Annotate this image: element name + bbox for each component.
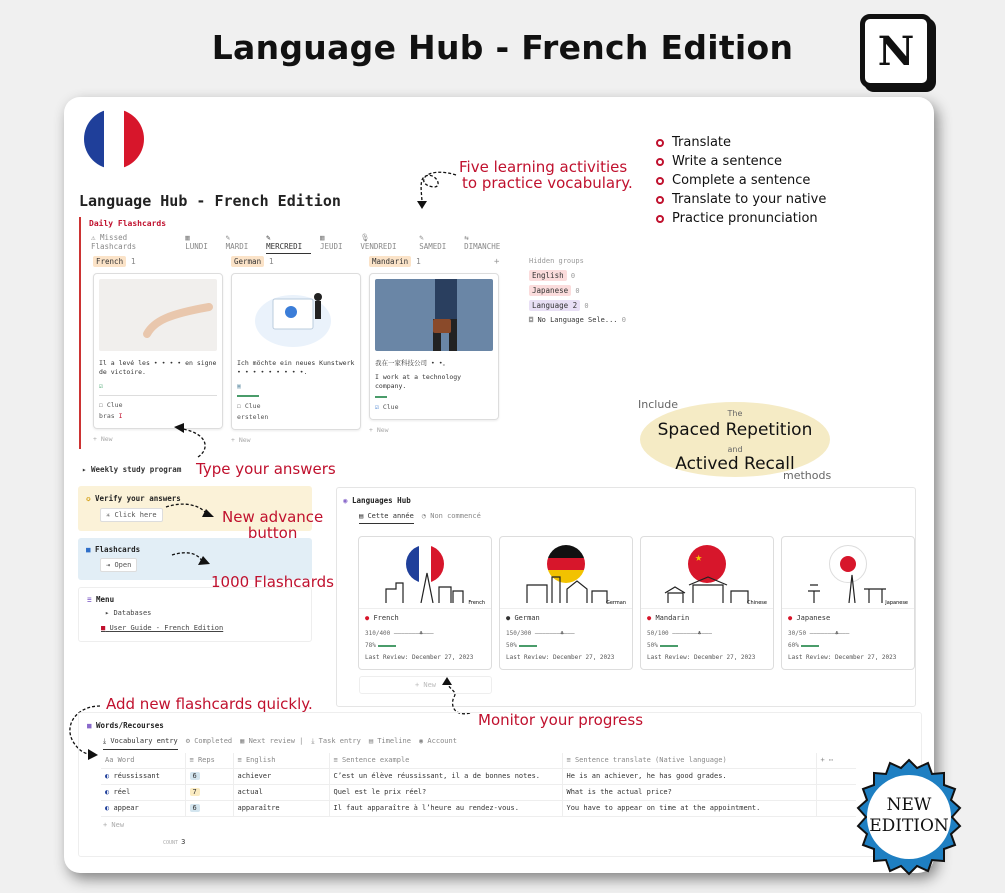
reps-badge: 7: [190, 788, 200, 796]
tab-cette-annee[interactable]: ▤ Cette année: [359, 512, 414, 524]
notion-logo: [860, 14, 932, 88]
cell-sentence: Il faut apparaître à l’heure au rendez-vous.: [329, 800, 562, 816]
check-icon: ☑: [99, 382, 103, 390]
city-caption: Japanese: [885, 600, 908, 606]
language-name-text: German: [514, 614, 540, 622]
languages-hub-title-text: Languages Hub: [352, 496, 411, 505]
image-icon: ▣: [237, 382, 241, 390]
paris-skyline-icon: [381, 571, 471, 603]
group-tag: French: [93, 256, 126, 267]
dashed-arrow-icon: [170, 551, 215, 569]
france-flag-icon: [84, 109, 144, 169]
language-name-text: Japanese: [796, 614, 831, 622]
bullet-icon: [656, 215, 664, 223]
language-percent: [788, 642, 819, 649]
click-here-button[interactable]: ✳ Click here: [100, 508, 163, 522]
flag-icon: ◐: [105, 788, 110, 796]
menu-item-user-guide[interactable]: [101, 624, 223, 632]
tab-label: MARDI: [225, 242, 249, 251]
menu-item-label: User Guide - French Edition: [109, 624, 224, 632]
flashcard-sentence: Ich möchte ein neues Kunstwerk • • • • • • • • •.: [237, 359, 355, 376]
flashcard-sentence: 我在一家科技公司 • •。: [375, 359, 450, 367]
tab-label: DIMANCHE: [464, 242, 501, 251]
count-label: COUNT: [163, 840, 179, 846]
activity-item: [656, 171, 826, 190]
cell-english: achiever: [233, 768, 329, 784]
city-caption: Chinese: [747, 600, 767, 606]
group-tag: German: [231, 256, 264, 267]
menu-title: [87, 595, 114, 604]
check-badge-icon: ✪: [86, 494, 91, 503]
language-card-japanese[interactable]: [781, 536, 915, 670]
annotation-type-answers: Type your answers: [196, 460, 336, 478]
cell-sentence: Quel est le prix réel?: [329, 784, 562, 800]
words-database: [78, 712, 922, 857]
tab-label: VENDREDI: [360, 242, 397, 251]
tab-samedi[interactable]: ✎ SAMEDI: [419, 233, 447, 251]
language-name: [365, 614, 399, 622]
guide-icon: ■: [101, 624, 106, 632]
table-row[interactable]: [101, 784, 856, 800]
tab-label: Task entry: [318, 737, 361, 745]
languages-hub: [336, 487, 916, 707]
activity-label: Write a sentence: [672, 154, 783, 169]
language-name: [647, 614, 689, 622]
text-cursor-icon: I: [118, 412, 123, 420]
spaced-repetition-label: Spaced Repetition: [657, 420, 813, 440]
answer-input[interactable]: [237, 413, 355, 421]
languages-hub-title: [343, 496, 411, 505]
col-english[interactable]: ≡ English: [233, 753, 329, 768]
beijing-skyline-icon: [663, 571, 753, 603]
city-caption: French: [468, 600, 485, 606]
language-percent: [365, 642, 396, 649]
flashcard[interactable]: [93, 273, 223, 429]
last-review: Last Review: December 27, 2023: [365, 654, 474, 661]
group-count: 0: [621, 316, 626, 324]
tab-label: Timeline: [377, 737, 411, 745]
language-card-german[interactable]: [499, 536, 633, 670]
hidden-groups: [529, 257, 626, 330]
notion-logo-letter: N: [877, 27, 915, 75]
group-tag: Mandarin: [369, 256, 411, 267]
activity-item: [656, 133, 826, 152]
words-table: [101, 753, 856, 817]
notion-page-card: [64, 97, 934, 873]
activity-item: [656, 190, 826, 209]
last-review: Last Review: December 27, 2023: [788, 654, 897, 661]
daily-tabs: [91, 233, 509, 254]
actived-recall-label: Actived Recall: [675, 454, 795, 474]
cell-translate: You have to appear on time at the appointment.: [562, 800, 816, 816]
language-progress: 30/50 ‒‒‒‒‒‒‒♣‒‒‒: [788, 630, 850, 637]
answer-text: erstelen: [237, 413, 269, 421]
globe-icon: ◉: [343, 496, 348, 505]
menu-item-label: Databases: [113, 609, 152, 617]
cell-reps: [185, 784, 233, 800]
col-label: Reps: [197, 756, 215, 765]
and-label: and: [727, 445, 743, 454]
activity-item: [656, 152, 826, 171]
cell-reps: [185, 768, 233, 784]
col-sentence[interactable]: ≡ Sentence example: [329, 753, 562, 768]
board-group-german: [231, 257, 361, 444]
count-summary: [163, 838, 185, 846]
the-label: The: [727, 409, 743, 418]
progress-line: [375, 396, 387, 398]
col-label: Sentence example: [341, 756, 410, 765]
daily-flashcards-title: Daily Flashcards: [89, 219, 167, 228]
activity-label: Complete a sentence: [672, 173, 811, 188]
annotation-new-advance: [222, 509, 323, 541]
add-card-button[interactable]: + New: [231, 436, 251, 444]
clue-checkbox[interactable]: [375, 403, 493, 411]
tab-label: Next review: [248, 737, 295, 745]
word-text: réel: [113, 788, 131, 796]
clue-label: Clue: [106, 401, 123, 409]
clue-label: Clue: [382, 403, 399, 411]
language-progress: 150/300 ‒‒‒‒‒‒‒♣‒‒‒: [506, 630, 575, 637]
words-title-text: Words/Recourses: [96, 721, 164, 730]
tab-label: Vocabulary entry: [110, 737, 178, 745]
tab-label: MERCREDI: [266, 242, 303, 251]
col-label: English: [245, 756, 276, 765]
words-tabs: [103, 737, 457, 750]
col-translate[interactable]: ≡ Sentence translate (Native language): [562, 753, 816, 768]
percent-text: 78%: [365, 642, 376, 649]
col-reps[interactable]: ≡ Reps: [185, 753, 233, 768]
progress-count: 30/50: [788, 630, 807, 637]
menu-item-databases[interactable]: ▸ Databases: [105, 609, 152, 617]
tab-lundi[interactable]: ▦ LUNDI: [185, 233, 208, 251]
badge-line: EDITION: [869, 816, 949, 836]
language-progress: 310/400 ‒‒‒‒‒‒‒♣‒‒‒: [365, 630, 434, 637]
badge-text: [850, 795, 968, 837]
flag-icon: ◐: [105, 804, 110, 812]
group-tag: Japanese: [529, 285, 571, 296]
add-card-button[interactable]: + New: [369, 426, 389, 434]
dashed-arrow-icon: [164, 499, 219, 521]
progress-bar: [660, 645, 678, 647]
progress-count: 50/100: [647, 630, 669, 637]
progress-count: 150/300: [506, 630, 532, 637]
tab-label: Missed Flashcards: [91, 233, 137, 251]
flashcards-title-text: Flashcards: [95, 545, 141, 554]
checked-box-icon: ☑: [375, 403, 379, 411]
clue-checkbox[interactable]: ☐ Clue: [237, 402, 261, 410]
percent-text: 50%: [647, 642, 658, 649]
add-column-button[interactable]: + ⋯: [816, 753, 856, 768]
language-card-image: [641, 537, 773, 609]
tab-label: Completed: [194, 737, 233, 745]
hub-tabs: [359, 512, 481, 524]
verify-title-text: Verify your answers: [95, 494, 181, 503]
progress-bar: [519, 645, 537, 647]
tab-mercredi[interactable]: ✎ MERCREDI: [266, 233, 311, 254]
presentation-image: [237, 279, 355, 351]
button-label: Open: [114, 561, 132, 569]
percent-text: 50%: [506, 642, 517, 649]
cell-word: [101, 768, 185, 784]
word-text: appear: [113, 804, 139, 812]
board-group-mandarin: [369, 257, 499, 444]
group-tag: English: [529, 270, 567, 281]
flashcards-title: [86, 545, 140, 554]
clue-checkbox[interactable]: ☐ Clue: [99, 401, 123, 409]
hand-image: [99, 279, 217, 351]
bullet-icon: [656, 196, 664, 204]
tokyo-skyline-icon: [804, 571, 894, 603]
cell-translate: He is an achiever, he has good grades.: [562, 768, 816, 784]
china-flag-icon: ★: [688, 545, 726, 583]
activity-label: Practice pronunciation: [672, 211, 818, 226]
tab-mardi[interactable]: ✎ MARDI: [225, 233, 249, 251]
language-card-image: [782, 537, 914, 609]
tab-label: JEUDI: [319, 242, 343, 251]
language-percent: [506, 642, 537, 649]
hidden-group-item[interactable]: [529, 301, 626, 310]
tab-completed[interactable]: ⚙ Completed: [185, 737, 233, 745]
percent-text: 60%: [788, 642, 799, 649]
cell-reps: [185, 800, 233, 816]
no-language-icon: ◘: [529, 316, 534, 324]
page-icon: ■: [87, 721, 92, 730]
col-label: Sentence translate (Native language): [574, 756, 727, 765]
language-card-mandarin[interactable]: [640, 536, 774, 670]
weekly-study-toggle[interactable]: ▸ Weekly study program: [82, 465, 182, 474]
add-language-button[interactable]: + New: [359, 676, 492, 694]
group-count: 1: [415, 257, 421, 266]
flag-dot-icon: ●: [365, 614, 370, 622]
language-name-text: French: [373, 614, 399, 622]
bullet-icon: [656, 139, 664, 147]
flag-icon: ◐: [105, 772, 110, 780]
tab-missed-flashcards[interactable]: ⚠ Missed Flashcards: [91, 233, 137, 251]
cell-sentence: C’est un élève réussissant, il a de bonnes notes.: [329, 768, 562, 784]
menu-panel: [78, 587, 312, 642]
sliders-icon: ≡: [87, 595, 92, 604]
annotation-1000-flashcards: 1000 Flashcards: [211, 573, 334, 591]
language-percent: [647, 642, 678, 649]
group-count: 1: [130, 257, 136, 266]
tab-account[interactable]: ◉ Account: [418, 737, 457, 745]
tab-label: LUNDI: [185, 242, 208, 251]
board-group-french: [93, 257, 223, 444]
tab-label: SAMEDI: [419, 242, 447, 251]
group-count: 0: [584, 302, 589, 310]
group-count: 0: [570, 272, 576, 280]
button-label: Click here: [114, 511, 157, 519]
tab-timeline[interactable]: ▤ Timeline: [368, 737, 411, 745]
annotation-five-activities: [459, 159, 633, 191]
cell-translate: What is the actual price?: [562, 784, 816, 800]
count-value: 3: [181, 838, 186, 846]
hidden-groups-title: Hidden groups: [529, 257, 584, 265]
tab-task-entry[interactable]: ⤓ Task entry: [311, 737, 361, 745]
tab-next-review[interactable]: ▦ Next review |: [240, 737, 304, 745]
dashed-arrow-icon: [404, 165, 464, 215]
daily-flashcards-board: [79, 217, 509, 449]
tab-vendredi[interactable]: 🎙 VENDREDI: [360, 233, 397, 251]
language-name: [788, 614, 830, 622]
answer-text: bras: [99, 412, 115, 420]
word-text: réussissant: [113, 772, 160, 780]
cell-english: actual: [233, 784, 329, 800]
board-groups: [93, 257, 499, 444]
group-tag: No Language Sele...: [537, 316, 618, 324]
flashcard-sentence: Il a levé les • • • • en signe de victoire.: [99, 359, 217, 376]
divider: [99, 395, 217, 396]
annotation-line: Five learning activities: [459, 158, 628, 176]
flag-dot-icon: ●: [788, 614, 793, 622]
cell-english: apparaître: [233, 800, 329, 816]
badge-line: NEW: [886, 795, 932, 815]
include-label: Include: [638, 398, 679, 411]
annotation-line: to practice vocabulary.: [462, 174, 633, 192]
language-card-french[interactable]: [358, 536, 492, 670]
tab-jeudi[interactable]: ▦ JEUDI: [319, 233, 343, 251]
last-review: Last Review: December 27, 2023: [506, 654, 615, 661]
group-count: 1: [268, 257, 274, 266]
tab-label: Non commencé: [430, 512, 481, 520]
table-header: [101, 753, 856, 768]
annotation-line: button: [247, 524, 298, 542]
add-card-button[interactable]: + New: [93, 435, 113, 443]
tab-vocabulary-entry[interactable]: ⤓ Vocabulary entry: [103, 737, 178, 750]
flashcard[interactable]: [231, 273, 361, 430]
progress-bar: [378, 645, 396, 647]
group-tag: Language 2: [529, 300, 580, 311]
language-card-image: [359, 537, 491, 609]
book-icon: ■: [86, 545, 91, 554]
language-name-text: Mandarin: [655, 614, 690, 622]
tab-label: Account: [427, 737, 457, 745]
menu-title-text: Menu: [96, 595, 115, 604]
activity-item: [656, 209, 826, 228]
col-word[interactable]: Aa Word: [101, 753, 185, 768]
hero-title: Language Hub - French Edition: [211, 28, 794, 67]
open-button[interactable]: ⇥ Open: [100, 558, 137, 572]
hidden-group-item[interactable]: [529, 286, 626, 295]
table-row[interactable]: [101, 768, 856, 784]
progress-count: 310/400: [365, 630, 391, 637]
page-title: Language Hub - French Edition: [79, 192, 341, 210]
cell-word: [101, 800, 185, 816]
weekly-study-label: Weekly study program: [91, 465, 182, 474]
bullet-icon: [656, 177, 664, 185]
annotation-add-new: Add new flashcards quickly.: [106, 695, 313, 713]
berlin-skyline-icon: [522, 571, 612, 603]
clue-label: Clue: [244, 402, 261, 410]
group-count: 0: [575, 287, 580, 295]
annotation-line: New advance: [222, 508, 324, 526]
table-row[interactable]: [101, 800, 856, 816]
language-cards: [358, 536, 915, 670]
tab-dimanche[interactable]: ⇆ DIMANCHE: [464, 233, 501, 251]
tab-non-commence[interactable]: ◔ Non commencé: [421, 512, 481, 520]
businessman-image: [375, 279, 493, 351]
flag-dot-icon: ●: [647, 614, 652, 622]
language-card-image: [500, 537, 632, 609]
flag-dot-icon: ●: [506, 614, 511, 622]
methods-label: methods: [783, 469, 832, 482]
add-row-button[interactable]: + New: [103, 821, 125, 829]
dashed-arrow-icon: [168, 419, 213, 459]
annotation-monitor: Monitor your progress: [478, 711, 644, 729]
hidden-group-item[interactable]: [529, 316, 626, 324]
flashcard-translation: I work at a technology company.: [375, 373, 462, 390]
language-progress: 50/100 ‒‒‒‒‒‒‒♣‒‒‒: [647, 630, 713, 637]
cell-word: [101, 784, 185, 800]
flashcard[interactable]: [369, 273, 499, 420]
language-name: [506, 614, 540, 622]
tab-label: Cette année: [367, 512, 414, 520]
hidden-group-item[interactable]: [529, 271, 626, 280]
progress-line: [237, 395, 259, 397]
activity-label: Translate: [672, 135, 732, 150]
bullet-icon: [656, 158, 664, 166]
city-caption: German: [605, 600, 626, 606]
last-review: Last Review: December 27, 2023: [647, 654, 756, 661]
add-group-button[interactable]: +: [494, 257, 500, 267]
reps-badge: 6: [190, 772, 200, 780]
activity-label: Translate to your native: [672, 192, 827, 207]
words-title: [87, 721, 164, 730]
progress-bar: [801, 645, 819, 647]
activity-list: [656, 133, 826, 228]
reps-badge: 6: [190, 804, 200, 812]
